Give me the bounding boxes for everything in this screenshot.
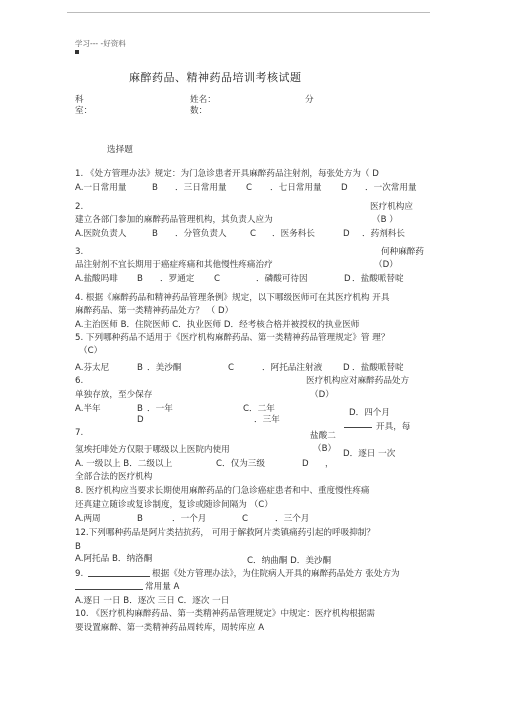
q1-option-b: ．三日常用量 — [175, 183, 227, 193]
q8-option-b: ．一个月 — [172, 514, 207, 524]
q1-stem: 1. 《处方管理办法》规定：为门急诊患者开具麻醉药品注射剂，每张处方为（ D — [75, 169, 379, 179]
q6-option-d-letter: D — [137, 415, 144, 425]
q5-answer: （C） — [79, 346, 103, 356]
q6-stem: 单独存放，至少保存 — [75, 390, 153, 400]
q7-option-d-letter: D — [302, 459, 309, 469]
q7-answer: （B） — [313, 444, 337, 454]
q2-option-a: A.医院负责人 — [75, 229, 127, 239]
q4-stem-line1: 4. 根据《麻醉药品和精神药品管理条例》规定，以下哪级医师可在其医疗机构 开具 — [75, 293, 390, 303]
q3-option-c-letter: C — [214, 274, 221, 284]
q5-option-a: A.芬太尼 — [75, 363, 110, 373]
q6-option-b: ．一年 — [147, 404, 173, 414]
q8-option-b-letter: B — [137, 514, 143, 524]
q7-option-d: 全部合法的医疗机构 — [75, 472, 153, 482]
q8-stem-line2: 还真建立随诊或复诊制度，复诊或随诊间隔为 （C） — [75, 500, 273, 510]
q1-option-c-letter: C — [246, 183, 253, 193]
q1-option-a: A.一日常用量 — [75, 183, 127, 193]
q2-option-b-letter: B — [152, 229, 158, 239]
score-label-2: 数： — [190, 106, 208, 116]
q7-comma: ， — [325, 459, 334, 469]
q3-option-d: ．盐酸哌替啶 — [352, 274, 404, 284]
q6-number: 6. — [75, 376, 84, 386]
q6-answer-d-cont: D．逐日 一次 — [343, 449, 396, 459]
q3-option-a: A.盐酸吗啡 — [75, 274, 118, 284]
q6-option-c: C．二年 — [243, 404, 275, 414]
page-title: 麻醉药品、精神药品培训考核试题 — [129, 71, 302, 84]
q2-answer: （B ） — [372, 215, 398, 225]
bullet-mark — [75, 50, 79, 54]
section-heading: 选择题 — [107, 145, 133, 155]
q2-option-c-letter: C — [250, 229, 257, 239]
q2-option-c: ．医务科长 — [272, 229, 315, 239]
q4-stem-line2: 麻醉药品、第一类精神药品处方？ （ D） — [75, 306, 234, 316]
q12-answer: B — [75, 542, 81, 552]
q2-stem: 建立各部门参加的麻醉药品管理机构，其负责人应为 — [75, 215, 273, 225]
q5-option-d-letter: D — [343, 363, 350, 373]
q3-option-c: ．磷酸可待因 — [256, 274, 308, 284]
q6-option-d: D．四个月 — [349, 408, 390, 418]
q6-option-b-letter: B — [137, 404, 143, 414]
dept-label-1: 科 — [75, 95, 84, 105]
q4-options: A.主治医师 B．住院医师 C．执业医师 D．经考核合格并被授权的执业医师 — [75, 320, 360, 330]
q9-blank — [88, 576, 150, 577]
q7-blank — [344, 427, 372, 428]
q3-option-d-letter: D — [344, 274, 351, 284]
q3-answer: （D） — [374, 260, 398, 270]
q7-options-ab: A. 一级以上 B．二级以上 — [75, 459, 173, 469]
q7-number: 7. — [75, 428, 84, 438]
q3-stem-right: 何种麻醉药 — [381, 247, 424, 257]
q2-option-d: ．药剂科长 — [362, 229, 405, 239]
q7-option-c: C．仅为三级 — [216, 459, 265, 469]
q6-option-d2: ．三年 — [254, 415, 280, 425]
q9-stem: 根据《处方管理办法》，为住院病人开具的麻醉药品处方 张处方为 — [152, 569, 400, 579]
q1-option-b-letter: B — [152, 183, 158, 193]
q2-option-d-letter: D — [343, 229, 350, 239]
q6-answer: （D） — [310, 390, 334, 400]
q3-stem: 品注射剂不宜长期用于癌症疼痛和其他慢性疼痛治疗 — [75, 260, 273, 270]
q12-stem: 12.下列哪种药品是阿片类拮抗药， 可用于解救阿片类镇痛药引起的呼吸抑制？ — [75, 528, 375, 538]
q1-option-d: ．一次常用量 — [365, 183, 417, 193]
q8-stem-line1: 8. 医疗机构应当要求长期使用麻醉药品的门急诊癌症患者和中、重度慢性疼痛 — [75, 486, 370, 496]
q10-stem-line2: 要设置麻醉、第一类精神药品周转库，周转库应 A — [75, 623, 265, 633]
q9-blank-2 — [75, 589, 143, 590]
q6-option-a: A.半年 — [75, 404, 101, 414]
q5-stem: 5. 下列哪种药品不适用于《医疗机构麻醉药品、第一类精神药品管理规定》管 理？ — [75, 333, 390, 343]
q8-option-c: ．三个月 — [275, 514, 310, 524]
q9-options: A.逐日 一日 B．逐次 三日 C．逐次 一日 — [75, 596, 230, 606]
q3-option-b-letter: B — [137, 274, 143, 284]
q2-option-b: ．分管负责人 — [175, 229, 227, 239]
header-text: 学习--- -好资料 — [75, 39, 126, 48]
q5-option-c: ．阿托品注射液 — [262, 363, 323, 373]
name-label: 姓名： — [190, 95, 216, 105]
q12-options-ab: A.阿托品 B．纳洛酮 — [75, 554, 153, 564]
q12-options-cd: C．纳曲酮 D．美沙酮 — [247, 556, 332, 566]
q5-option-d: ．盐酸哌替啶 — [352, 363, 404, 373]
q3-option-b: ．罗通定 — [160, 274, 195, 284]
q1-option-d-letter: D — [341, 183, 348, 193]
q7-stem-right1: 开具，每 — [376, 422, 411, 432]
q9-number: 9. — [75, 569, 84, 579]
q8-option-c-letter: C — [242, 514, 249, 524]
q5-option-c-letter: C — [228, 363, 235, 373]
dept-label-2: 室： — [75, 106, 93, 116]
q8-option-a: A.两周 — [75, 514, 101, 524]
score-label-1: 分 — [305, 95, 314, 105]
q5-option-b: ．美沙酮 — [147, 363, 182, 373]
q2-number: 2. — [75, 202, 84, 212]
header-rule — [67, 12, 430, 13]
q10-stem-line1: 10. 《医疗机构麻醉药品、第一类精神药品管理规定》中规定：医疗机构根据需 — [75, 609, 375, 619]
q3-number: 3. — [75, 247, 84, 257]
q6-stem-right: 医疗机构应对麻醉药品处方 — [306, 376, 410, 386]
q7-stem: 氢埃托啡处方仅限于哪级以上医院内使用 — [75, 445, 230, 455]
q2-stem-right: 医疗机构应 — [370, 202, 413, 212]
q7-stem-right2: 盐酸二 — [310, 431, 336, 441]
q1-option-c: ．七日常用量 — [270, 183, 322, 193]
q9-stem-cont: 常用量 A — [145, 582, 180, 592]
q5-option-b-letter: B — [137, 363, 143, 373]
